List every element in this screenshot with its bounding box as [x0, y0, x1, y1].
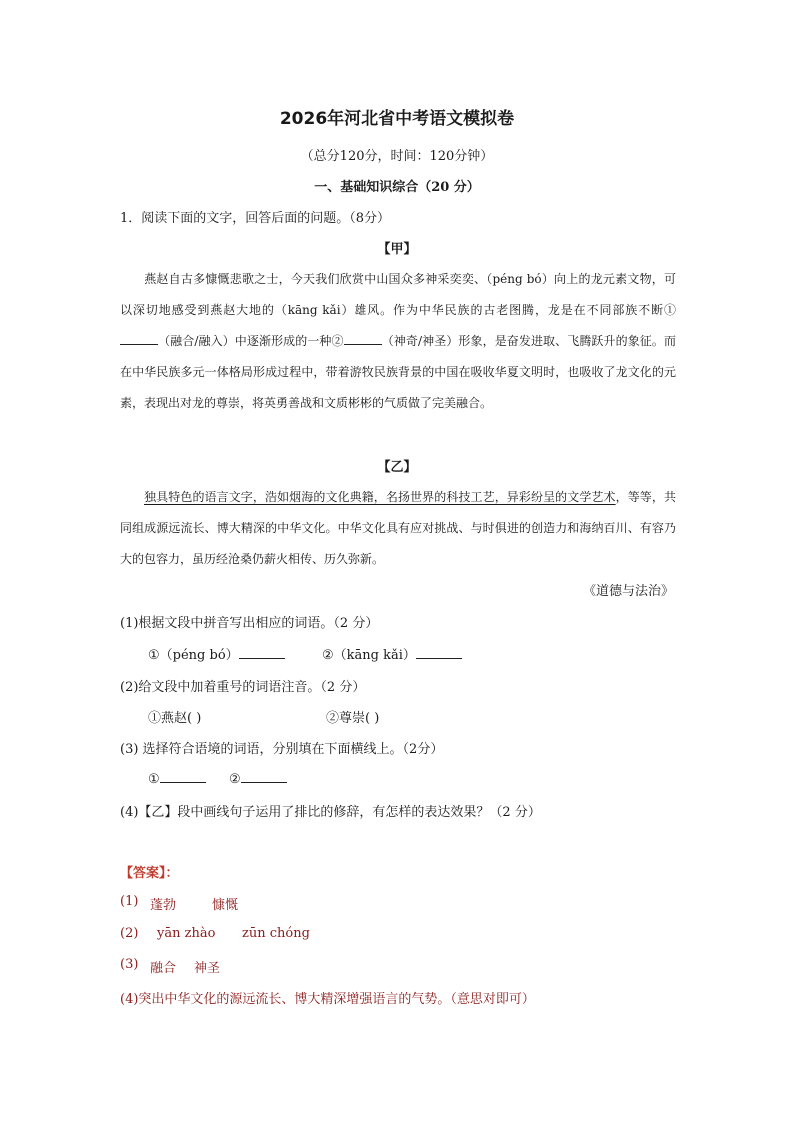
answer-1-num: (1) — [120, 894, 139, 909]
sub-question-4: (4)【乙】段中画线句子运用了排比的修辞，有怎样的表达效果？（2 分） — [120, 805, 541, 820]
sub-question-1-b-label: ②（kāng kǎi） — [322, 648, 416, 663]
passage-jia — [120, 264, 676, 419]
answer-heading: 【答案】： — [120, 866, 179, 881]
answer-3-a: 融合 — [150, 961, 177, 976]
question-1: 1．阅读下面的文字，回答后面的问题。（8分） — [120, 211, 391, 226]
sub-question-1-a — [148, 644, 285, 663]
blank-2 — [344, 332, 382, 345]
sub-question-1: (1)根据文段中拼音写出相应的词语。（2 分） — [120, 616, 379, 631]
answer-1-a: 蓬勃 — [150, 898, 177, 913]
answer-2-a: yān zhào — [157, 926, 216, 941]
sub-question-3: (3) 选择符合语境的词语，分别填在下面横线上。（2分） — [120, 742, 444, 757]
passage-jia-text-3: （神奇/神圣）形象，是奋发进取、飞腾跃升的象征。而在中华民族多元一体格局形成过程中，带着游牧民族背景的中国在吸收华夏文明时，也吸收了龙文化的元素，表现出对龙的尊崇，将英勇善战和文质彬彬的气质做了完美融合。 — [120, 334, 676, 410]
passage-yi-underlined: 独具特色的语言文字，浩如烟海的文化典籍，名扬世界的科技工艺，异彩纷呈的文学艺术 — [144, 490, 616, 504]
sub-question-2-b: ②尊崇( ) — [326, 711, 380, 726]
blank-2-marker: ② — [331, 334, 344, 348]
passage-jia-text-1: 燕赵自古多慷慨悲歌之士，今天我们欣赏中山国众多神采奕奕、（péng bó）向上的龙元素文物，可以深切地感受到燕赵大地的（kāng kǎi）雄风。作为中华民族的古老图腾，龙是在不同部族不断 — [120, 272, 676, 317]
sub-question-3-a-label: ① — [148, 772, 160, 787]
exam-info: （总分120分，时间：120分钟） — [300, 149, 494, 164]
passage-yi-label: 【乙】 — [377, 460, 417, 475]
answer-blank — [160, 770, 206, 783]
answer-blank — [241, 770, 287, 783]
answer-3-num: (3) — [120, 957, 139, 972]
blank-1 — [120, 332, 158, 345]
source-citation: 《道德与法治》 — [582, 584, 674, 599]
passage-jia-label: 【甲】 — [377, 242, 417, 257]
answer-blank — [416, 646, 462, 659]
answer-3-b: 神圣 — [194, 961, 221, 976]
answer-2-num: (2) — [120, 926, 139, 941]
answer-2-b: zūn chóng — [242, 926, 310, 941]
answer-blank — [239, 646, 285, 659]
sub-question-2: (2)给文段中加着重号的词语注音。（2 分） — [120, 680, 366, 695]
passage-yi-text: ，等等，共同组成源远流长、博大精深的中华文化。中华文化具有应对挑战、与时俱进的创造力和海纳百川、有容乃大的包容力，虽历经沧桑仍薪火相传、历久弥新。 — [120, 490, 676, 566]
blank-1-marker: ① — [663, 303, 676, 317]
answer-4: (4)突出中华文化的源远流长、博大精深增强语言的气势。（意思对即可） — [120, 992, 535, 1007]
sub-question-3-a — [148, 770, 206, 787]
sub-question-2-a: ①燕赵( ) — [148, 711, 202, 726]
passage-jia-text-2: （融合/融入）中逐渐形成的一种 — [158, 334, 332, 348]
section-heading: 一、基础知识综合（20 分） — [314, 180, 480, 195]
sub-question-3-b — [229, 770, 287, 787]
sub-question-1-b — [322, 644, 462, 663]
sub-question-1-a-label: ①（péng bó） — [148, 648, 239, 663]
sub-question-3-b-label: ② — [229, 772, 241, 787]
answer-1-b: 慷慨 — [212, 898, 239, 913]
page-title: 2026年河北省中考语文模拟卷 — [279, 109, 515, 129]
passage-yi — [120, 482, 676, 575]
